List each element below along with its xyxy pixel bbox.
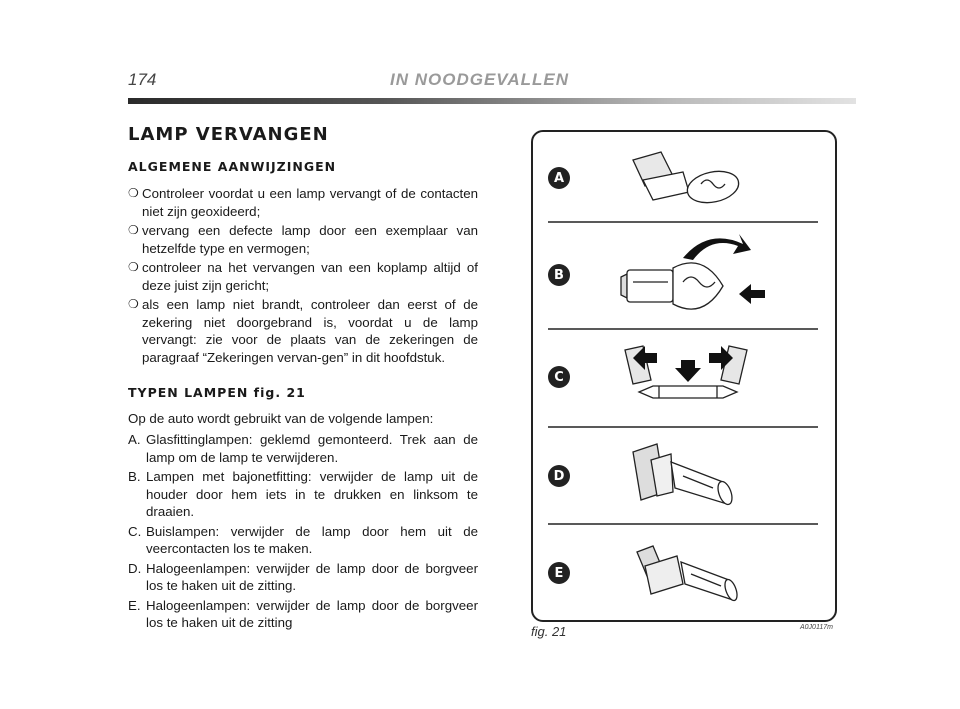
- type-letter: A.: [128, 432, 141, 447]
- bullet-text: als een lamp niet brandt, controleer dan eerst of de zekering niet doorgebrand is, voordat u de lamp vervangt: zie voor de plaats van de zekeringen de paragraaf “Zekeringen vervan-gen” in dit hoofdstuk.: [142, 297, 478, 365]
- figure-caption: fig. 21: [531, 624, 567, 639]
- rotate-arrow-icon: [683, 234, 751, 260]
- types-list: [128, 431, 478, 632]
- circle-bullet-icon: ❍: [128, 260, 139, 274]
- halogen-bulb-e-icon: [637, 546, 739, 602]
- type-text: Halogeenlampen: verwijder de lamp door de borgveer los te haken uit de zitting: [146, 597, 478, 630]
- bullet-text: vervang een defecte lamp door een exemplaar van hetzelfde type en vermogen;: [142, 223, 478, 256]
- lamp-illustrations: [533, 132, 835, 620]
- general-heading: ALGEMENE AANWIJZINGEN: [128, 158, 337, 174]
- type-item: [128, 523, 478, 558]
- bullet-item: [128, 185, 478, 220]
- type-letter: D.: [128, 560, 142, 576]
- type-letter: E.: [128, 597, 141, 613]
- wedge-bulb-icon: [633, 152, 742, 207]
- circle-bullet-icon: ❍: [128, 297, 139, 311]
- main-heading: LAMP VERVANGEN: [128, 124, 329, 145]
- push-arrow-icon: [739, 284, 765, 304]
- label-badge-e: E: [548, 562, 570, 584]
- halogen-bulb-d-icon: [633, 444, 735, 506]
- circle-bullet-icon: ❍: [128, 186, 139, 200]
- type-text: Lampen met bajonetfitting: verwijder de lamp uit de houder door hem iets in te drukken en linksom te draaien.: [146, 469, 478, 519]
- figure-code: A0J0117m: [800, 624, 833, 631]
- types-intro: Op de auto wordt gebruikt van de volgende lampen:: [128, 410, 434, 426]
- label-badge-c: C: [548, 366, 570, 388]
- type-text: Buislampen: verwijder de lamp door hem uit de veercontacten los te maken.: [146, 523, 478, 556]
- label-badge-b: B: [548, 264, 570, 286]
- bullet-list: [128, 185, 478, 366]
- text-column: [128, 124, 478, 634]
- bullet-item: [128, 222, 478, 257]
- type-text: Glasfittinglampen: geklemd gemonteerd. Trek aan de lamp om de lamp te verwijderen.: [146, 432, 478, 465]
- header-rule: [128, 98, 856, 104]
- type-item: [128, 468, 478, 521]
- bullet-item: [128, 259, 478, 294]
- type-item: [128, 431, 478, 466]
- bullet-item: [128, 296, 478, 366]
- down-arrow-icon: [675, 360, 701, 382]
- circle-bullet-icon: ❍: [128, 223, 139, 237]
- bullet-text: Controleer voordat u een lamp vervangt of de contacten niet zijn geoxideerd;: [142, 186, 478, 219]
- type-text: Halogeenlampen: verwijder de lamp door de borgveer los te haken uit de zitting.: [146, 560, 478, 593]
- types-heading: TYPEN LAMPEN fig. 21: [128, 385, 306, 400]
- bullet-text: controleer na het vervangen van een koplamp altijd of deze juist zijn gericht;: [142, 260, 478, 293]
- lamp-figure: [531, 130, 837, 622]
- section-title: IN NOODGEVALLEN: [390, 70, 570, 89]
- type-letter: C.: [128, 523, 142, 539]
- type-letter: B.: [128, 469, 141, 484]
- label-badge-d: D: [548, 465, 570, 487]
- bayonet-bulb-icon: [621, 263, 723, 309]
- type-item: [128, 560, 478, 595]
- type-item: [128, 597, 478, 632]
- page-number: 174: [128, 70, 157, 89]
- label-badge-a: A: [548, 167, 570, 189]
